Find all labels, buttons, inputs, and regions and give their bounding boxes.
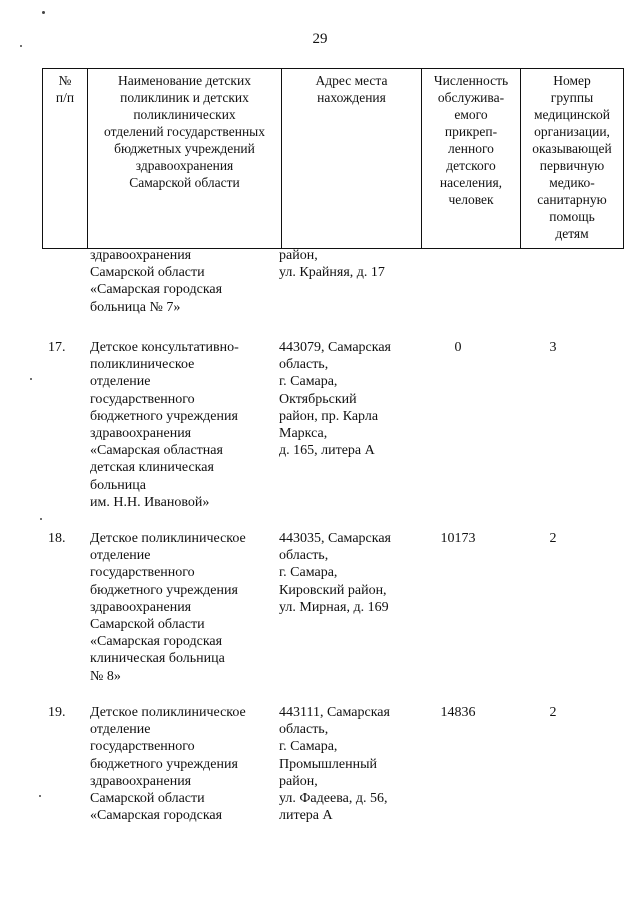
header-population bbox=[422, 69, 521, 249]
header-line: человек bbox=[448, 192, 494, 207]
row-address bbox=[279, 530, 411, 616]
header-line: обслужива- bbox=[437, 90, 505, 105]
header-line: отделений государственных bbox=[104, 124, 265, 139]
header-line: детям bbox=[555, 226, 589, 241]
text-line: здравоохранения bbox=[90, 248, 192, 263]
row-name bbox=[90, 530, 275, 685]
table-header bbox=[42, 68, 624, 249]
text-line: отделение bbox=[90, 374, 151, 390]
header-line: емого bbox=[454, 107, 488, 122]
header-line: нахождения bbox=[317, 90, 386, 105]
text-line: г. Самара, bbox=[279, 374, 338, 390]
text-line: литера А bbox=[279, 808, 333, 824]
header-line: Наименование детских bbox=[118, 73, 251, 88]
text-line: отделение bbox=[90, 722, 151, 738]
text-line: ул. Мирная, д. 169 bbox=[279, 599, 389, 615]
text-line: область, bbox=[279, 357, 329, 373]
header-line: бюджетных учреждений bbox=[114, 141, 255, 156]
header-line: № bbox=[58, 73, 72, 88]
text-line: бюджетного учреждения bbox=[90, 408, 238, 424]
text-line: Детское поликлиническое bbox=[90, 705, 246, 720]
scan-speck bbox=[20, 45, 22, 47]
header-line: Адрес места bbox=[315, 73, 388, 88]
header-line: поликлинических bbox=[133, 107, 236, 122]
scan-speck bbox=[30, 378, 32, 380]
header-line: ленного bbox=[448, 141, 494, 156]
text-line: государственного bbox=[90, 391, 195, 407]
text-line: г. Самара, bbox=[279, 565, 338, 581]
row-group: 2 bbox=[549, 705, 557, 720]
page-number: 29 bbox=[312, 31, 328, 47]
header-line: медико- bbox=[549, 175, 595, 190]
header-line: оказывающей bbox=[532, 141, 612, 156]
text-line: Самарской области bbox=[90, 617, 205, 633]
text-line: отделение bbox=[90, 548, 151, 564]
text-line: г. Самара, bbox=[279, 739, 338, 755]
row-group: 3 bbox=[549, 340, 557, 355]
text-line: район, bbox=[279, 248, 318, 263]
text-line: Самарской области bbox=[90, 265, 205, 281]
scan-speck bbox=[39, 795, 41, 797]
header-line: поликлиник и детских bbox=[120, 90, 249, 105]
text-line: «Самарская городская bbox=[90, 808, 223, 824]
scan-speck bbox=[40, 518, 42, 520]
header-group bbox=[521, 69, 624, 249]
text-line: 443079, Самарская bbox=[279, 340, 391, 355]
header-line: медицинской bbox=[534, 107, 610, 122]
text-line: 443035, Самарская bbox=[279, 531, 391, 546]
continuation-name bbox=[90, 247, 275, 316]
text-line: ул. Фадеева, д. 56, bbox=[279, 791, 388, 807]
text-line: «Самарская городская bbox=[90, 282, 223, 298]
row-address bbox=[279, 704, 411, 824]
row-population: 10173 bbox=[440, 531, 476, 546]
text-line: Промышленный bbox=[279, 756, 377, 772]
text-line: здравоохранения bbox=[90, 599, 192, 615]
header-line: Номер bbox=[553, 73, 591, 88]
header-line: Численность bbox=[433, 73, 509, 88]
row-number: 18. bbox=[48, 531, 66, 546]
header-line: первичную bbox=[539, 158, 605, 173]
row-population: 14836 bbox=[440, 705, 476, 720]
row-name bbox=[90, 339, 275, 511]
header-line: населения, bbox=[439, 175, 503, 190]
continuation-address bbox=[279, 247, 411, 281]
header-line: прикреп- bbox=[444, 124, 498, 139]
text-line: здравоохранения bbox=[90, 773, 192, 789]
text-line: Октябрьский bbox=[279, 391, 357, 407]
text-line: район, пр. Карла bbox=[279, 408, 379, 424]
text-line: область, bbox=[279, 548, 329, 564]
text-line: Кировский район, bbox=[279, 582, 387, 598]
text-line: здравоохранения bbox=[90, 426, 192, 442]
scan-speck bbox=[42, 11, 45, 14]
row-name bbox=[90, 704, 275, 824]
header-line: детского bbox=[446, 158, 496, 173]
text-line: «Самарская областная bbox=[90, 443, 223, 459]
row-address bbox=[279, 339, 411, 459]
header-line: санитарную bbox=[537, 192, 607, 207]
header-line: здравоохранения bbox=[135, 158, 234, 173]
row-number: 17. bbox=[48, 340, 66, 355]
text-line: Детское консультативно- bbox=[90, 340, 239, 355]
text-line: д. 165, литера А bbox=[279, 443, 375, 459]
text-line: № 8» bbox=[90, 668, 121, 684]
header-name bbox=[88, 69, 282, 249]
text-line: бюджетного учреждения bbox=[90, 582, 238, 598]
row-number: 19. bbox=[48, 705, 66, 720]
text-line: детская клиническая bbox=[90, 460, 214, 476]
header-line: п/п bbox=[55, 90, 75, 105]
text-line: «Самарская городская bbox=[90, 634, 223, 650]
text-line: государственного bbox=[90, 739, 195, 755]
row-group: 2 bbox=[549, 531, 557, 546]
text-line: Детское поликлиническое bbox=[90, 531, 246, 546]
header-number bbox=[43, 69, 88, 249]
text-line: Самарской области bbox=[90, 791, 205, 807]
text-line: государственного bbox=[90, 565, 195, 581]
text-line: ул. Крайняя, д. 17 bbox=[279, 265, 385, 281]
header-line: помощь bbox=[549, 209, 595, 224]
text-line: Маркса, bbox=[279, 426, 328, 442]
row-population: 0 bbox=[454, 340, 462, 355]
text-line: поликлиническое bbox=[90, 357, 195, 373]
header-line: Самарской области bbox=[129, 175, 240, 190]
text-line: им. Н.Н. Ивановой» bbox=[90, 494, 210, 510]
text-line: 443111, Самарская bbox=[279, 705, 390, 720]
header-address bbox=[282, 69, 422, 249]
text-line: район, bbox=[279, 773, 318, 789]
text-line: область, bbox=[279, 722, 329, 738]
header-line: организации, bbox=[534, 124, 610, 139]
header-line: группы bbox=[550, 90, 594, 105]
text-line: больница № 7» bbox=[90, 299, 181, 315]
text-line: клиническая больница bbox=[90, 651, 225, 667]
text-line: больница bbox=[90, 477, 146, 493]
text-line: бюджетного учреждения bbox=[90, 756, 238, 772]
